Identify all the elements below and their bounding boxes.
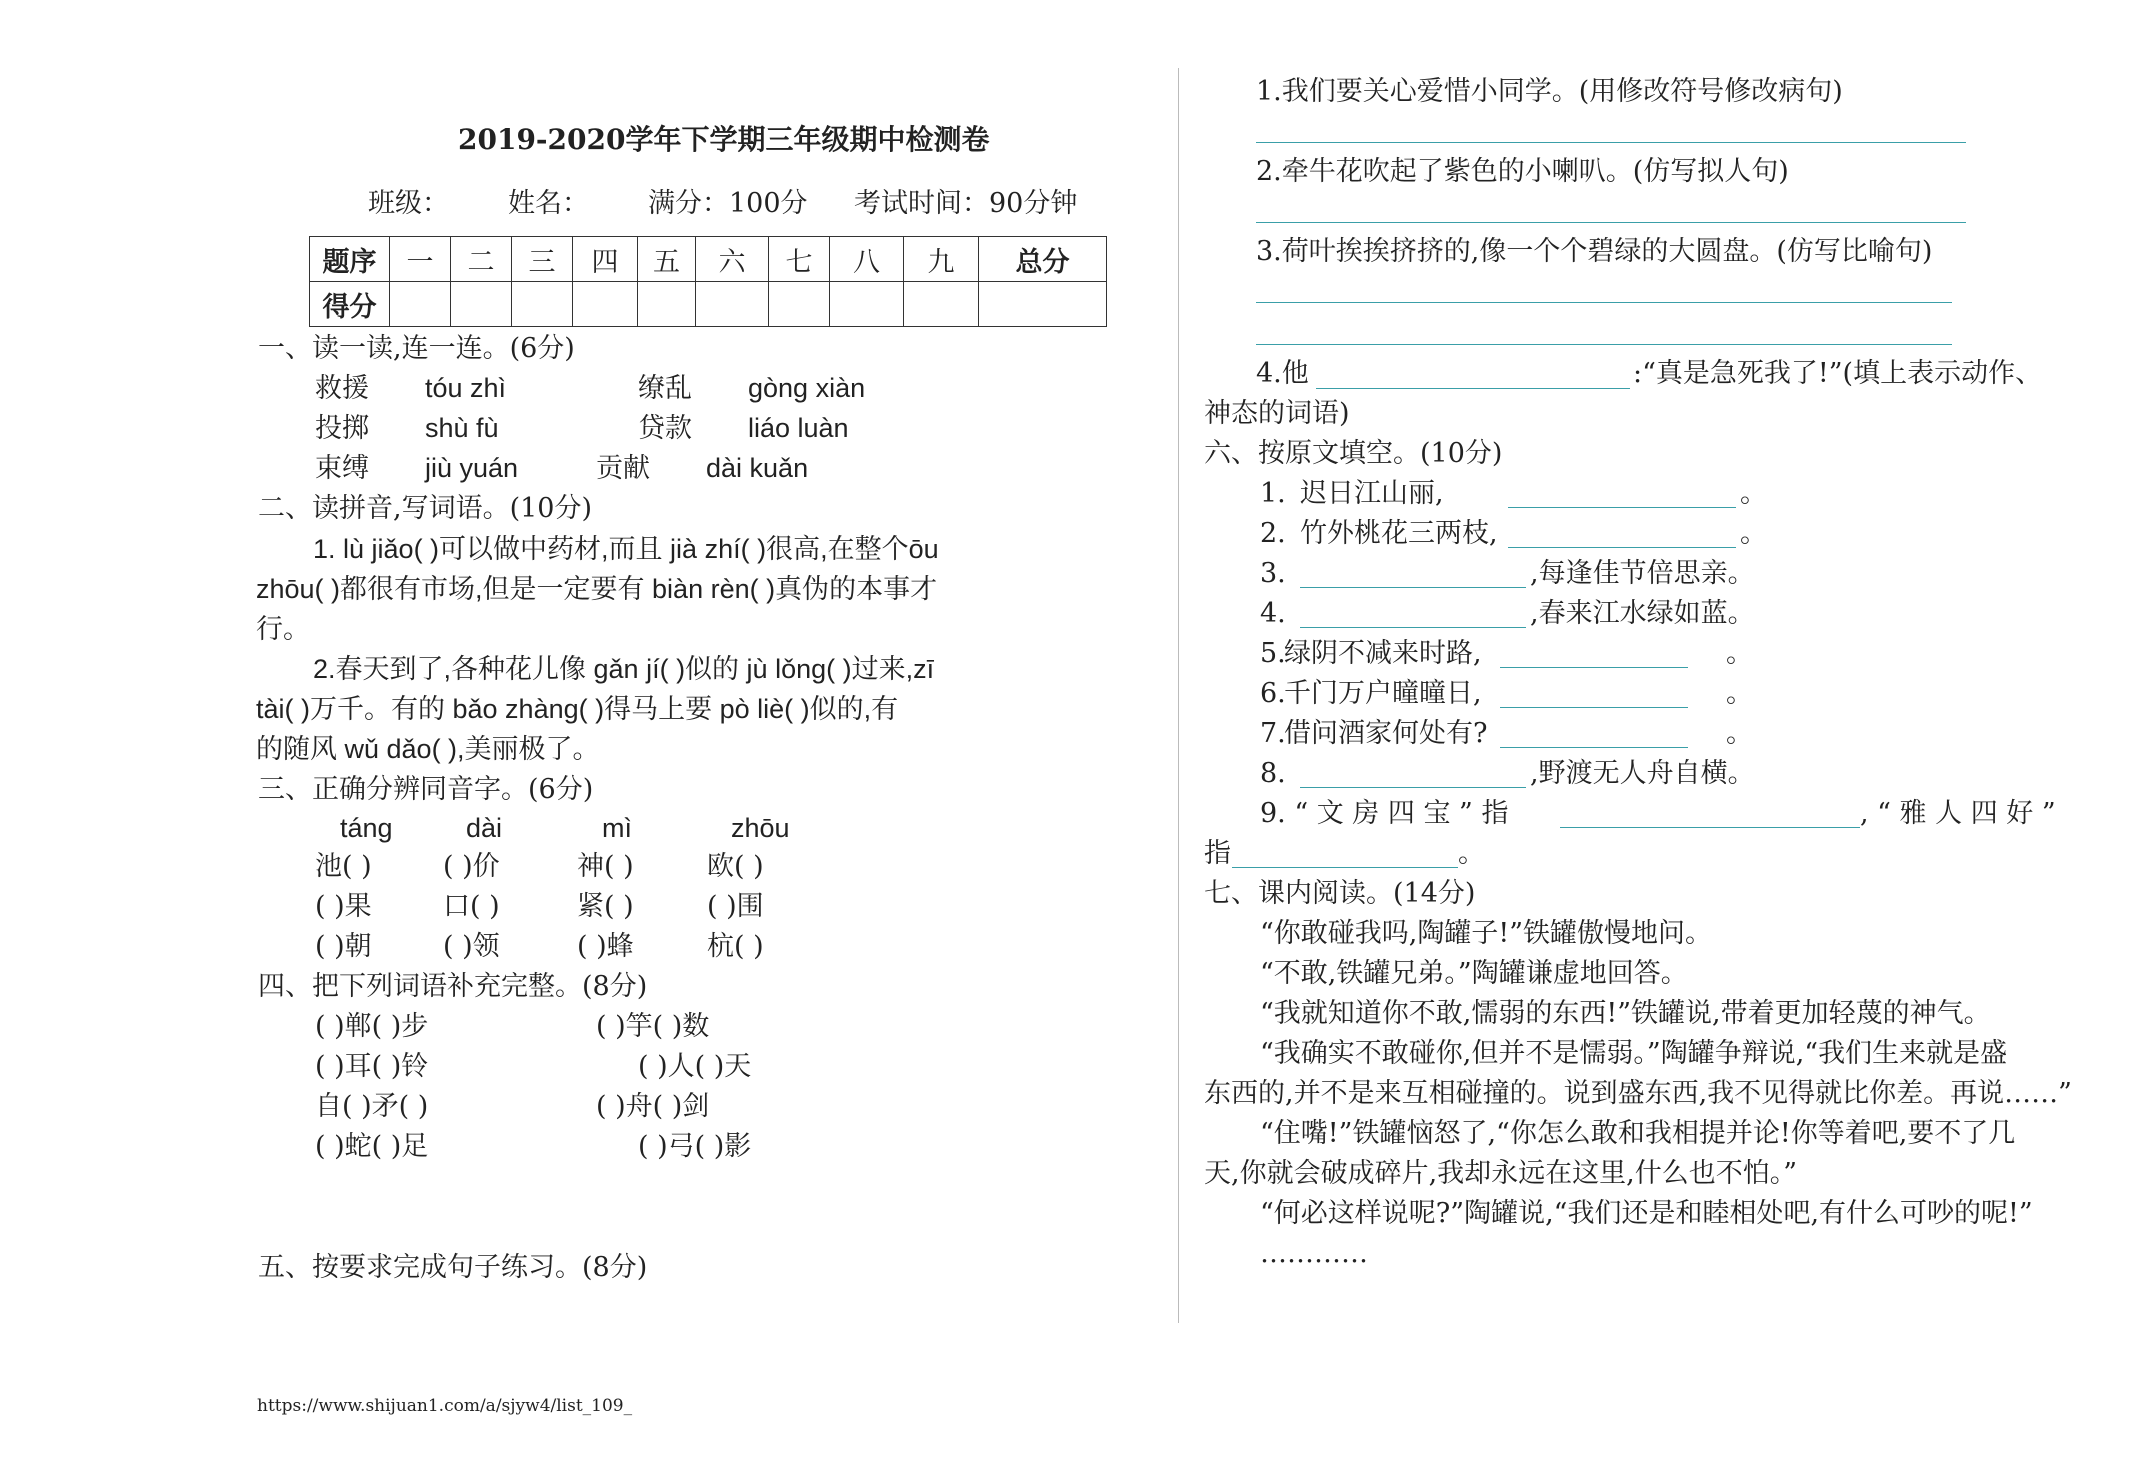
idiom-item: ( )耳( )铃 <box>315 1051 429 1082</box>
homophone-item: 欧( ) <box>707 851 764 882</box>
idiom-item: ( )竽( )数 <box>596 1011 710 1042</box>
reading-paragraph: “不敢,铁罐兄弟。”陶罐谦虚地回答。 <box>1260 958 1688 989</box>
col-8: 八 <box>830 237 904 282</box>
poem-num: 5. <box>1260 638 1286 669</box>
section2-line: 行。 <box>256 614 310 644</box>
q9-part-c: 指 <box>1204 838 1231 869</box>
poem-text: 千门万户曈曈日, <box>1284 678 1482 709</box>
footer-url: https://www.shijuan1.com/a/sjyw4/list_109_ <box>257 1396 633 1416</box>
score-cell <box>769 282 830 327</box>
pinyin-dai: dài <box>466 813 503 843</box>
homophone-item: 紧( ) <box>577 891 634 922</box>
row-label-question: 题序 <box>310 237 390 282</box>
homophone-item: 神( ) <box>577 851 634 882</box>
poem-num: 3. <box>1260 558 1286 589</box>
score-table-score-row <box>310 282 1107 327</box>
reading-paragraph: 天,你就会破成碎片,我却永远在这里,什么也不怕。” <box>1204 1158 1798 1189</box>
poem-text: 绿阴不减来时路, <box>1284 638 1482 669</box>
pinyin: gòng xiàn <box>748 373 866 403</box>
reading-paragraph: “何必这样说呢?”陶罐说,“我们还是和睦相处吧,有什么可吵的呢!” <box>1260 1198 2033 1229</box>
homophone-item: 池( ) <box>315 851 372 882</box>
s5-q3: 3.荷叶挨挨挤挤的,像一个个碧绿的大圆盘。(仿写比喻句) <box>1256 236 1933 267</box>
poem-num: 8. <box>1260 758 1286 789</box>
score-table-header-row <box>310 237 1107 282</box>
homophone-item: ( )果 <box>315 891 372 922</box>
homophone-item: ( )朝 <box>315 931 372 962</box>
score-cell <box>451 282 512 327</box>
word: 贡献 <box>596 453 650 484</box>
poem-text: ,每逢佳节倍思亲。 <box>1530 558 1755 589</box>
class-label: 班级： <box>368 188 449 219</box>
blank-line[interactable] <box>1300 627 1526 628</box>
s5-q4-cont: 神态的词语) <box>1204 398 1350 429</box>
idiom-item: ( )舟( )剑 <box>596 1091 710 1122</box>
section5-heading: 五、按要求完成句子练习。(8分) <box>258 1252 648 1283</box>
idiom-item: ( )弓( )影 <box>638 1131 752 1162</box>
score-cell <box>390 282 451 327</box>
section2-line: 的随风 wǔ dǎo( ),美丽极了。 <box>256 734 600 764</box>
poem-text: 借问酒家何处有? <box>1284 718 1488 749</box>
poem-text: ,春来江水绿如蓝。 <box>1530 598 1755 629</box>
pinyin-mi: mì <box>602 813 632 843</box>
q9-end: 。 <box>1458 838 1485 869</box>
reading-paragraph: “你敢碰我吗,陶罐子!”铁罐傲慢地问。 <box>1260 918 1713 949</box>
score-cell <box>512 282 573 327</box>
poem-end: 。 <box>1740 478 1767 509</box>
blank-line[interactable] <box>1316 388 1630 389</box>
section2-heading: 二、读拼音,写词语。(10分) <box>258 493 593 524</box>
col-total: 总分 <box>979 237 1107 282</box>
answer-line[interactable] <box>1256 344 1952 345</box>
s5-q4-suffix: :“真是急死我了!”(填上表示动作、 <box>1633 358 2043 389</box>
col-9: 九 <box>904 237 979 282</box>
reading-paragraph: “我就知道你不敢,懦弱的东西!”铁罐说,带着更加轻蔑的神气。 <box>1260 998 1991 1029</box>
col-2: 二 <box>451 237 512 282</box>
poem-end: 。 <box>1740 518 1767 549</box>
poem-end: 。 <box>1726 638 1753 669</box>
reading-paragraph: “我确实不敢碰你,但并不是懦弱。”陶罐争辩说,“我们生来就是盛 <box>1260 1038 2008 1069</box>
homophone-item: ( )围 <box>707 891 764 922</box>
col-6: 六 <box>696 237 769 282</box>
score-table <box>309 236 1107 327</box>
section2-line: tài( )万千。有的 bǎo zhàng( )得马上要 pò liè( )似的,有 <box>256 694 899 724</box>
section3-heading: 三、正确分辨同音字。(6分) <box>258 774 594 805</box>
pinyin: dài kuǎn <box>706 453 809 483</box>
answer-line[interactable] <box>1256 302 1952 303</box>
section2-line: 2.春天到了,各种花儿像 gǎn jí( )似的 jù lǒng( )过来,zī <box>313 654 935 684</box>
poem-text: ,野渡无人舟自横。 <box>1530 758 1755 789</box>
poem-text: 竹外桃花三两枝, <box>1300 518 1498 549</box>
pinyin: liáo luàn <box>748 413 849 443</box>
section6-heading: 六、按原文填空。(10分) <box>1204 438 1503 469</box>
score-cell <box>979 282 1107 327</box>
poem-end: 。 <box>1726 678 1753 709</box>
pinyin: jiù yuán <box>425 453 519 483</box>
col-5: 五 <box>638 237 696 282</box>
pinyin: shù fù <box>425 413 499 443</box>
q9-part-b: , “ 雅 人 四 好 ” <box>1860 798 2056 829</box>
idiom-item: ( )蛇( )足 <box>315 1131 429 1162</box>
score-cell <box>638 282 696 327</box>
homophone-item: 口( ) <box>443 891 500 922</box>
column-divider <box>1178 68 1179 1323</box>
section2-line: 1. lù jiǎo( )可以做中药材,而且 jià zhí( )很高,在整个ōu <box>313 534 939 564</box>
blank-line[interactable] <box>1232 867 1458 868</box>
idiom-item: 自( )矛( ) <box>315 1091 429 1122</box>
blank-line[interactable] <box>1300 587 1526 588</box>
section1-heading: 一、读一读,连一连。(6分) <box>258 333 575 364</box>
score-cell <box>830 282 904 327</box>
full-score: 满分：100分 <box>648 188 808 219</box>
reading-paragraph: 东西的,并不是来互相碰撞的。说到盛东西,我不见得就比你差。再说……” <box>1204 1078 2072 1109</box>
poem-num: 2. <box>1260 518 1286 549</box>
col-4: 四 <box>573 237 638 282</box>
word: 救援 <box>315 373 369 404</box>
blank-line[interactable] <box>1500 667 1688 668</box>
q9-part-a: 9. “ 文 房 四 宝 ” 指 <box>1260 798 1509 829</box>
word: 缭乱 <box>638 373 692 404</box>
poem-text: 迟日江山丽, <box>1300 478 1444 509</box>
word: 贷款 <box>638 413 692 444</box>
answer-line[interactable] <box>1256 142 1966 143</box>
reading-ellipsis: ………… <box>1260 1238 1368 1269</box>
answer-line[interactable] <box>1256 222 1966 223</box>
poem-num: 7. <box>1260 718 1286 749</box>
blank-line[interactable] <box>1500 707 1688 708</box>
s5-q1: 1.我们要关心爱惜小同学。(用修改符号修改病句) <box>1256 76 1843 107</box>
blank-line[interactable] <box>1560 827 1860 828</box>
section7-heading: 七、课内阅读。(14分) <box>1204 878 1476 909</box>
col-3: 三 <box>512 237 573 282</box>
name-label: 姓名： <box>508 188 589 219</box>
blank-line[interactable] <box>1508 547 1736 548</box>
blank-line[interactable] <box>1500 747 1688 748</box>
homophone-item: ( )价 <box>443 851 500 882</box>
idiom-item: ( )郸( )步 <box>315 1011 429 1042</box>
word: 束缚 <box>315 453 369 484</box>
idiom-item: ( )人( )天 <box>638 1051 752 1082</box>
score-cell <box>696 282 769 327</box>
row-label-score: 得分 <box>310 282 390 327</box>
section2-line: zhōu( )都很有市场,但是一定要有 biàn rèn( )真伪的本事才 <box>256 574 938 604</box>
pinyin-zhou: zhōu <box>731 813 790 843</box>
word: 投掷 <box>315 413 369 444</box>
blank-line[interactable] <box>1300 787 1526 788</box>
homophone-item: 杭( ) <box>707 931 764 962</box>
poem-num: 6. <box>1260 678 1286 709</box>
homophone-item: ( )领 <box>443 931 500 962</box>
blank-line[interactable] <box>1508 507 1736 508</box>
homophone-item: ( )蜂 <box>577 931 634 962</box>
pinyin-tang: táng <box>340 813 393 843</box>
exam-time: 考试时间：90分钟 <box>854 188 1078 219</box>
score-cell <box>904 282 979 327</box>
s5-q4-prefix: 4.他 <box>1256 358 1309 389</box>
col-1: 一 <box>390 237 451 282</box>
page-title: 2019-2020学年下学期三年级期中检测卷 <box>458 123 990 156</box>
pinyin: tóu zhì <box>425 373 507 403</box>
poem-end: 。 <box>1726 718 1753 749</box>
s5-q2: 2.牵牛花吹起了紫色的小喇叭。(仿写拟人句) <box>1256 156 1789 187</box>
col-7: 七 <box>769 237 830 282</box>
section4-heading: 四、把下列词语补充完整。(8分) <box>258 971 648 1002</box>
poem-num: 1. <box>1260 478 1286 509</box>
score-cell <box>573 282 638 327</box>
reading-paragraph: “住嘴!”铁罐恼怒了,“你怎么敢和我相提并论!你等着吧,要不了几 <box>1260 1118 2016 1149</box>
poem-num: 4. <box>1260 598 1286 629</box>
